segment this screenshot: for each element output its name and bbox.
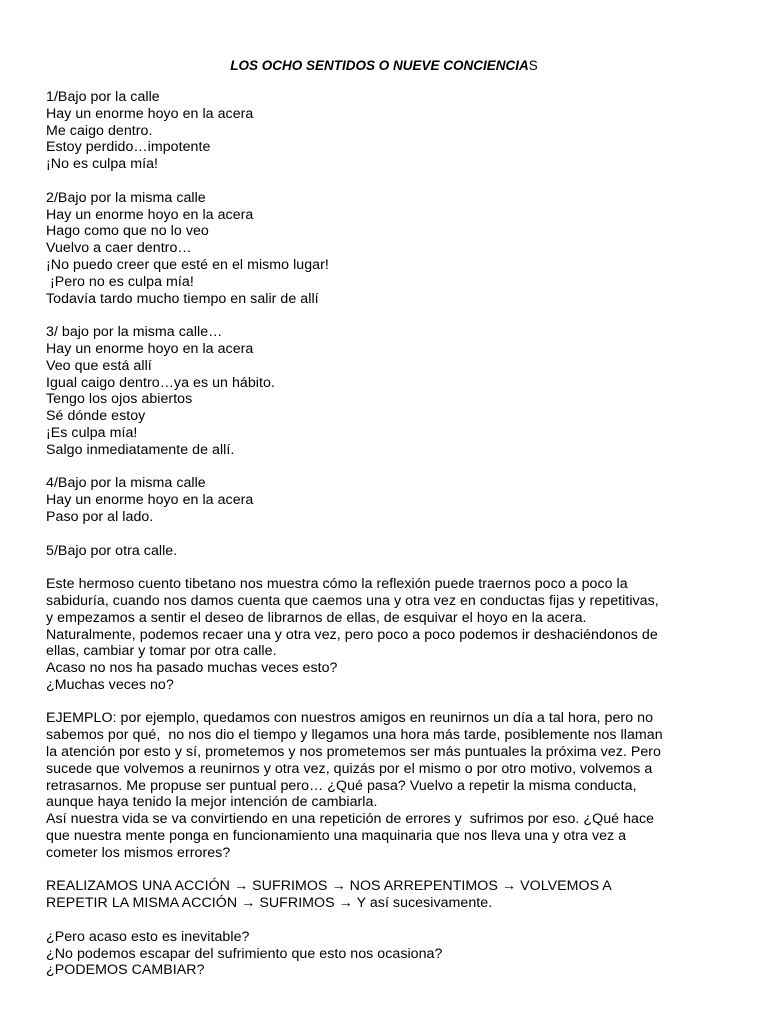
poem-stanza-3 bbox=[46, 324, 736, 458]
poem-stanza-2 bbox=[46, 190, 736, 308]
document-body bbox=[46, 89, 736, 996]
paragraph-line: ¿No podemos escapar del sufrimiento que esto nos ocasiona? bbox=[46, 945, 443, 962]
paragraph-line: retrasarnos. Me propuse ser puntual pero… ¿Qué pasa? Vuelvo a repetir la misma conducta, bbox=[46, 777, 637, 794]
paragraph-line: sabiduría, cuando nos damos cuenta que caemos una y otra vez en conductas fijas y repetitivas, bbox=[46, 592, 659, 609]
paragraph-cycle bbox=[46, 878, 736, 912]
paragraph-line: cometer los mismos errores? bbox=[46, 844, 231, 861]
document-title bbox=[0, 57, 768, 74]
poem-line: ¡No es culpa mía! bbox=[46, 156, 159, 173]
poem-line: Hago como que no lo veo bbox=[46, 223, 209, 240]
poem-line: 2/Bajo por la misma calle bbox=[46, 189, 206, 206]
paragraph-line: sabemos por qué, no nos dio el tiempo y llegamos una hora más tarde, posiblemente nos llaman bbox=[46, 727, 663, 744]
paragraph-line: Acaso no nos ha pasado muchas veces esto? bbox=[46, 660, 338, 677]
paragraph-line: EJEMPLO: por ejemplo, quedamos con nuestros amigos en reunirnos un día a tal hora, pero no bbox=[46, 710, 654, 727]
paragraph-line: ellas, cambiar y tomar por otra calle. bbox=[46, 643, 277, 660]
poem-line: Sé dónde estoy bbox=[46, 408, 146, 425]
poem-line: Igual caigo dentro…ya es un hábito. bbox=[46, 374, 275, 391]
poem-line: Me caigo dentro. bbox=[46, 122, 153, 139]
poem-line: 3/ bajo por la misma calle… bbox=[46, 324, 223, 341]
paragraph-line: sucede que volvemos a reunirnos y otra vez, quizás por el mismo o por otro motivo, volvemos a bbox=[46, 760, 653, 777]
poem-stanza-5 bbox=[46, 543, 736, 560]
poem-line: Estoy perdido…impotente bbox=[46, 139, 211, 156]
poem-line: ¡Pero no es culpa mía! bbox=[46, 273, 194, 290]
paragraph-line: la atención por esto y sí, prometemos y nos prometemos ser más puntuales la próxima vez. Pero bbox=[46, 744, 661, 761]
poem-line: Todavía tardo mucho tiempo en salir de allí bbox=[46, 290, 319, 307]
poem-line: Hay un enorme hoyo en la acera bbox=[46, 105, 254, 122]
poem-line: Salgo inmediatamente de allí. bbox=[46, 441, 235, 458]
paragraph-reflection bbox=[46, 576, 736, 694]
poem-line: 5/Bajo por otra calle. bbox=[46, 542, 178, 559]
paragraph-line: REALIZAMOS UNA ACCIÓN → SUFRIMOS → NOS ARREPENTIMOS → VOLVEMOS A bbox=[46, 878, 612, 895]
paragraph-line: que nuestra mente ponga en funcionamiento una maquinaria que nos lleva una y otra vez a bbox=[46, 828, 627, 845]
paragraph-example bbox=[46, 710, 736, 861]
paragraph-line: Naturalmente, podemos recaer una y otra vez, pero poco a poco podemos ir deshaciéndonos de bbox=[46, 626, 658, 643]
paragraph-questions bbox=[46, 929, 736, 979]
poem-line: Tengo los ojos abiertos bbox=[46, 391, 193, 408]
paragraph-line: y empezamos a sentir el deseo de librarnos de ellas, de esquivar el hoyo en la acera. bbox=[46, 609, 587, 626]
paragraph-line: Este hermoso cuento tibetano nos muestra cómo la reflexión puede traernos poco a poco la bbox=[46, 576, 628, 593]
poem-line: Paso por al lado. bbox=[46, 508, 154, 525]
paragraph-line: ¿Pero acaso esto es inevitable? bbox=[46, 928, 250, 945]
paragraph-line: aunque haya tenido la mejor intención de cambiarla. bbox=[46, 794, 378, 811]
poem-line: 4/Bajo por la misma calle bbox=[46, 475, 206, 492]
poem-stanza-1 bbox=[46, 89, 736, 173]
poem-line: Vuelvo a caer dentro… bbox=[46, 240, 192, 257]
poem-line: Veo que está allí bbox=[46, 357, 152, 374]
poem-line: Hay un enorme hoyo en la acera bbox=[46, 206, 254, 223]
paragraph-line: Así nuestra vida se va convirtiendo en una repetición de errores y sufrimos por eso. ¿Qué hace bbox=[46, 811, 655, 828]
paragraph-line: REPETIR LA MISMA ACCIÓN → SUFRIMOS → Y así sucesivamente. bbox=[46, 895, 493, 912]
poem-stanza-4 bbox=[46, 475, 736, 525]
poem-line: Hay un enorme hoyo en la acera bbox=[46, 492, 254, 509]
title-main: LOS OCHO SENTIDOS O NUEVE CONCIENCIA bbox=[230, 58, 529, 73]
paragraph-line: ¿PODEMOS CAMBIAR? bbox=[46, 962, 205, 979]
poem-line: 1/Bajo por la calle bbox=[46, 89, 160, 105]
poem-line: ¡No puedo creer que esté en el mismo lugar! bbox=[46, 256, 329, 273]
poem-line: ¡Es culpa mía! bbox=[46, 424, 138, 441]
paragraph-line: ¿Muchas veces no? bbox=[46, 676, 174, 693]
poem-line: Hay un enorme hoyo en la acera bbox=[46, 340, 254, 357]
title-tail: S bbox=[528, 58, 538, 73]
